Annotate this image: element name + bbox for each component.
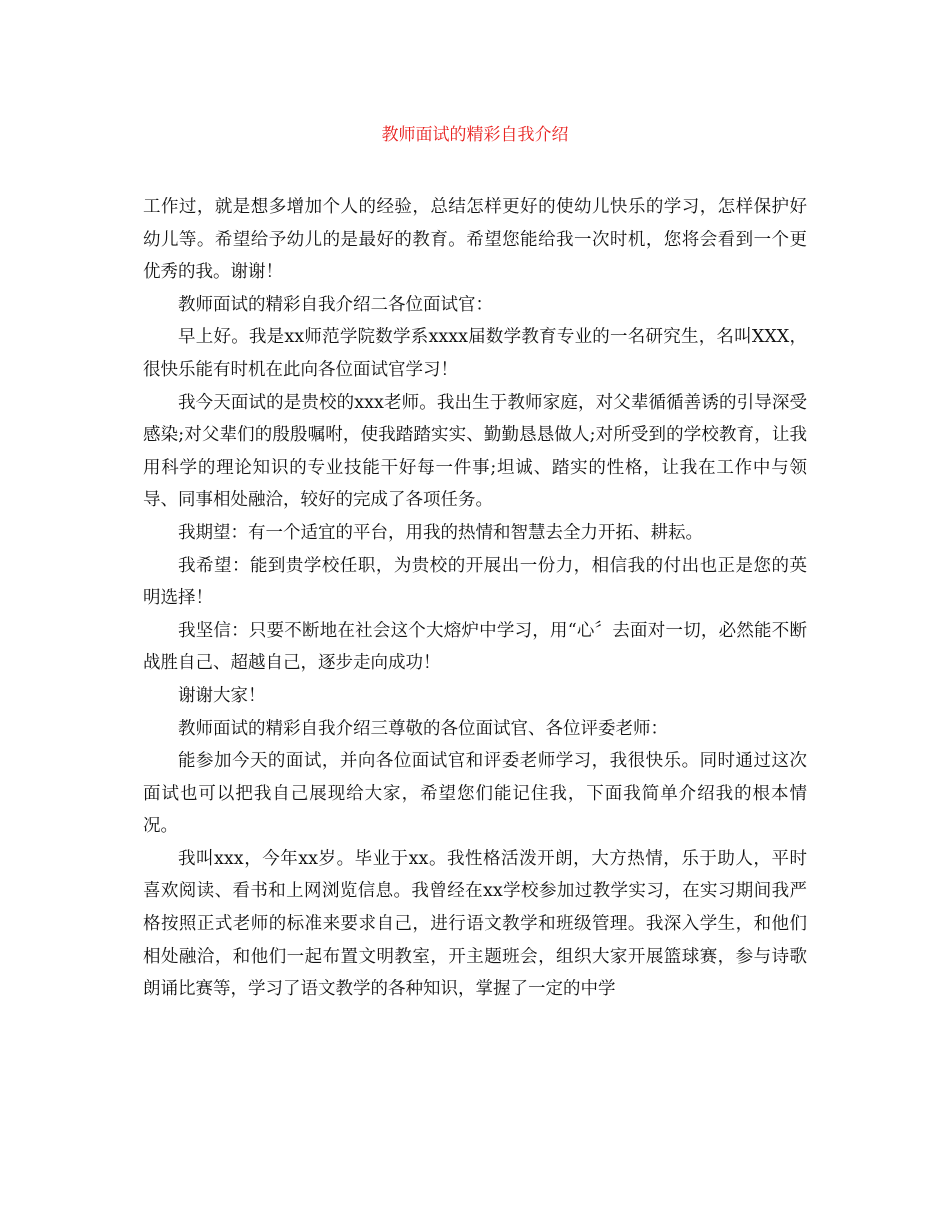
document-title: 教师面试的精彩自我介绍 [381,125,569,145]
paragraph-section-two-heading: 教师面试的精彩自我介绍二各位面试官： [178,294,493,315]
paragraph-hope: 我希望：能到贵学校任职，为贵校的开展出一份力，相信我的付出也正是您的英明选择！ [143,555,807,609]
paragraph-continuation: 工作过，就是想多增加个人的经验，总结怎样更好的使幼儿快乐的学习，怎样保护好幼儿等。希望给予幼儿的是最好的教育。希望您能给我一次时机，您将会看到一个更优秀的我。谢谢！ [143,197,807,283]
paragraph-section-three-heading: 教师面试的精彩自我介绍三尊敬的各位面试官、各位评委老师： [178,718,668,739]
document-body [143,191,807,1006]
paragraph-expectation: 我期望：有一个适宜的平台，用我的热情和智慧去全力开拓、耕耘。 [178,522,703,543]
paragraph-greeting: 早上好。我是xx师范学院数学系xxxx届数学教育专业的一名研究生，名叫XXX，很快乐能有时机在此向各位面试官学习！ [143,327,807,380]
paragraph-opening: 能参加今天的面试，并向各位面试官和评委老师学习，我很快乐。同时通过这次面试也可以把我自己展现给大家，希望您们能记住我，下面我简单介绍我的根本情况。 [143,751,807,837]
paragraph-thanks: 谢谢大家！ [178,685,266,706]
paragraph-belief: 我坚信：只要不断地在社会这个大熔炉中学习，用“心〞去面对一切，必然能不断战胜自己、超越自己，逐步走向成功！ [143,620,807,674]
paragraph-background: 我今天面试的是贵校的xxx老师。我出生于教师家庭，对父辈循循善诱的引导深受感染;对父辈们的殷殷嘱咐，使我踏踏实实、勤勤恳恳做人;对所受到的学校教育，让我用科学的理论知识的专业技能干好每一件事;坦诚、踏实的性格，让我在工作中与领导、同事相处融洽，较好的完成了各项任务。 [143,392,807,511]
paragraph-self-intro: 我叫xxx，今年xx岁。毕业于xx。我性格活泼开朗，大方热情，乐于助人，平时喜欢阅读、看书和上网浏览信息。我曾经在xx学校参加过教学实习，在实习期间我严格按照正式老师的标准来要求自己，进行语文教学和班级管理。我深入学生，和他们相处融洽，和他们一起布置文明教室，开主题班会，组织大家开展篮球赛，参与诗歌朗诵比赛等，学习了语文教学的各种知识，掌握了一定的中学 [143,848,807,1000]
